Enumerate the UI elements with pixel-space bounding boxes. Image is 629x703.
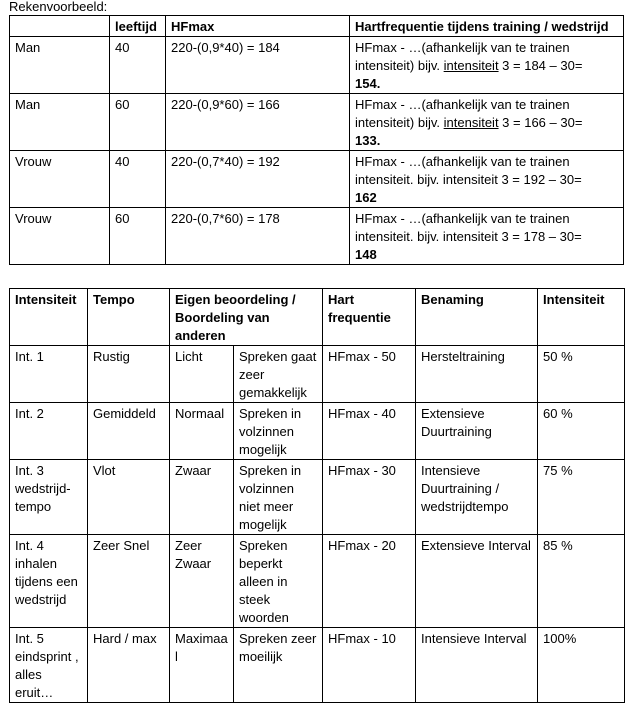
percent-cell: 75 % [538,460,625,535]
table-row [10,535,625,628]
sex-cell: Vrouw [10,151,110,208]
header-cell: Hartfrequentie tijdens training / wedstrijd [350,16,624,37]
header-cell: Eigen beoordeling / Boordeling van anderen [170,289,323,346]
table-row [10,37,624,94]
hfmax-cell: 220-(0,9*60) = 166 [166,94,350,151]
own-rating-cell: Licht [170,346,234,403]
desc-cell: HFmax - …(afhankelijk van te trainen intensiteit. bijv. intensiteit 3 = 178 – 30= 148 [350,208,624,265]
table-header-row [10,16,624,37]
own-rating-cell: Maximaal [170,628,234,703]
intensity-level-cell: Int. 1 [10,346,88,403]
others-rating-cell: Spreken zeer moeilijk [234,628,323,703]
tempo-cell: Zeer Snel [88,535,170,628]
table-row [10,628,625,703]
heart-rate-cell: HFmax - 10 [323,628,416,703]
sex-cell: Vrouw [10,208,110,265]
hfmax-cell: 220-(0,7*40) = 192 [166,151,350,208]
table-row [10,208,624,265]
intensity-table [9,288,625,703]
name-cell: Extensieve Duurtraining [416,403,538,460]
desc-cell: HFmax - …(afhankelijk van te trainen intensiteit) bijv. intensiteit 3 = 184 – 30= 154. [350,37,624,94]
heart-rate-cell: HFmax - 50 [323,346,416,403]
tempo-cell: Hard / max [88,628,170,703]
hfmax-cell: 220-(0,7*60) = 178 [166,208,350,265]
percent-cell: 50 % [538,346,625,403]
heart-rate-cell: HFmax - 30 [323,460,416,535]
header-cell: Intensiteit [10,289,88,346]
own-rating-cell: Zeer Zwaar [170,535,234,628]
table-row [10,460,625,535]
result-value: 148 [355,247,377,262]
hfmax-cell: 220-(0,9*40) = 184 [166,37,350,94]
intensity-level-cell: Int. 2 [10,403,88,460]
sex-cell: Man [10,37,110,94]
tempo-cell: Rustig [88,346,170,403]
name-cell: Intensieve Duurtraining / wedstrijdtempo [416,460,538,535]
name-cell: Extensieve Interval [416,535,538,628]
own-rating-cell: Zwaar [170,460,234,535]
tempo-cell: Gemiddeld [88,403,170,460]
intensity-level-cell: Int. 4 inhalen tijdens een wedstrijd [10,535,88,628]
others-rating-cell: Spreken beperkt alleen in steek woorden [234,535,323,628]
header-cell: Tempo [88,289,170,346]
table-header-row [10,289,625,346]
tempo-cell: Vlot [88,460,170,535]
header-cell: Benaming [416,289,538,346]
others-rating-cell: Spreken gaat zeer gemakkelijk [234,346,323,403]
result-value: 162 [355,190,377,205]
caption: Rekenvoorbeeld: [9,0,108,14]
result-value: 154. [355,76,381,91]
header-cell [10,16,110,37]
calculation-table [9,15,624,265]
header-cell: Hart frequentie [323,289,416,346]
others-rating-cell: Spreken in volzinnen niet meer mogelijk [234,460,323,535]
intensity-level-cell: Int. 3 wedstrijd-tempo [10,460,88,535]
heart-rate-cell: HFmax - 20 [323,535,416,628]
age-cell: 40 [110,37,166,94]
table-row [10,346,625,403]
sex-cell: Man [10,94,110,151]
result-value: 133. [355,133,381,148]
name-cell: Hersteltraining [416,346,538,403]
table-row [10,403,625,460]
header-cell: leeftijd [110,16,166,37]
name-cell: Intensieve Interval [416,628,538,703]
desc-cell: HFmax - …(afhankelijk van te trainen intensiteit. bijv. intensiteit 3 = 192 – 30= 162 [350,151,624,208]
percent-cell: 85 % [538,535,625,628]
desc-cell: HFmax - …(afhankelijk van te trainen intensiteit) bijv. intensiteit 3 = 166 – 30= 133. [350,94,624,151]
table-row [10,94,624,151]
header-cell: HFmax [166,16,350,37]
age-cell: 60 [110,94,166,151]
age-cell: 40 [110,151,166,208]
percent-cell: 60 % [538,403,625,460]
heart-rate-cell: HFmax - 40 [323,403,416,460]
header-cell: Intensiteit [538,289,625,346]
intensity-level-cell: Int. 5 eindsprint , alles eruit… [10,628,88,703]
own-rating-cell: Normaal [170,403,234,460]
percent-cell: 100% [538,628,625,703]
table-row [10,151,624,208]
others-rating-cell: Spreken in volzinnen mogelijk [234,403,323,460]
age-cell: 60 [110,208,166,265]
